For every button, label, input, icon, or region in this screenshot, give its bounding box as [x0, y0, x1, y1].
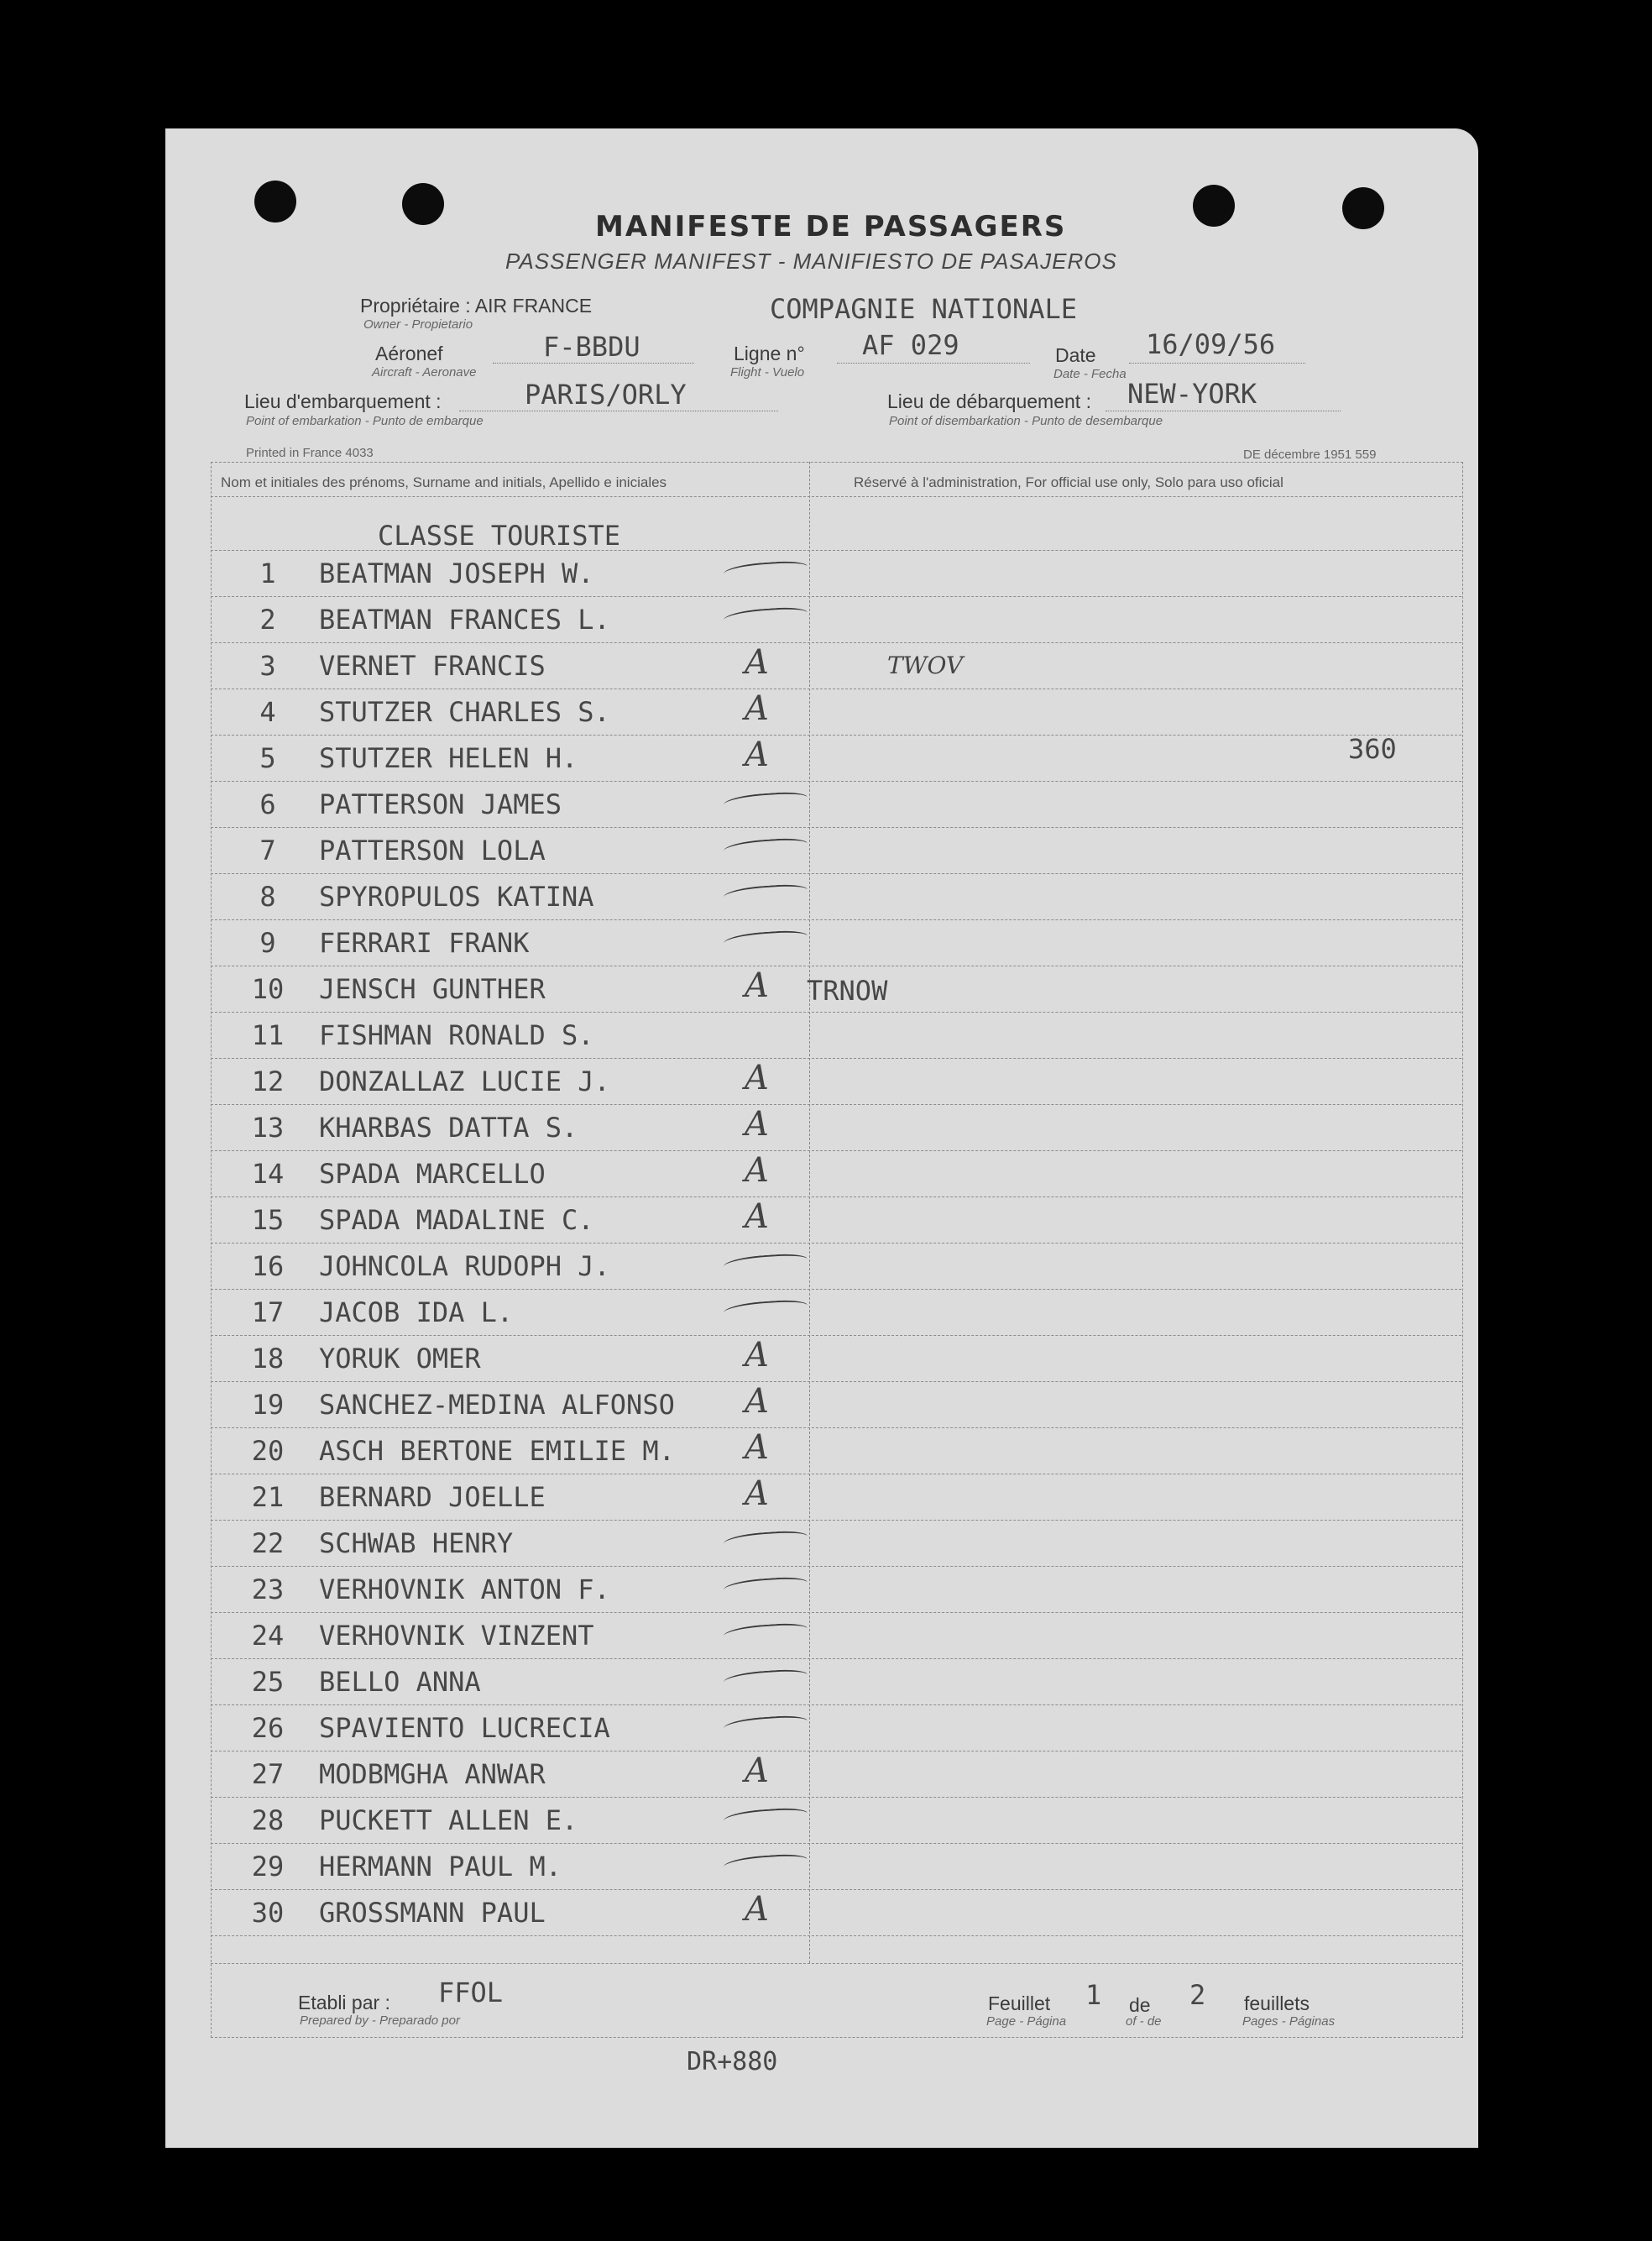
- row-number: 16: [251, 1250, 285, 1282]
- punch-hole: [254, 181, 296, 223]
- row-number: 27: [251, 1758, 285, 1790]
- disembark-sublabel: Point of disembarkation - Punto de desembarque: [889, 414, 1163, 428]
- row-number: 23: [251, 1573, 285, 1605]
- check-tick-mark: [723, 1715, 808, 1737]
- handwritten-mark: A: [745, 1890, 769, 1929]
- handwritten-mark: A: [745, 1751, 769, 1790]
- row-number: 19: [251, 1389, 285, 1421]
- row-number: 28: [251, 1804, 285, 1836]
- passenger-name: BEATMAN JOSEPH W.: [319, 558, 594, 589]
- table-row: [165, 966, 1478, 1013]
- row-number: 6: [259, 788, 276, 820]
- aircraft-value: F-BBDU: [543, 331, 640, 363]
- row-number: 13: [251, 1112, 285, 1144]
- table-row: [165, 828, 1478, 874]
- aircraft-label: Aéronef: [375, 343, 443, 364]
- row-rule: [211, 1935, 1461, 1936]
- owner-sublabel: Owner - Propietario: [363, 317, 473, 332]
- passenger-name: SPAVIENTO LUCRECIA: [319, 1712, 610, 1744]
- passenger-name: ASCH BERTONE EMILIE M.: [319, 1435, 675, 1467]
- table-row: [165, 1336, 1478, 1382]
- official-note: TWOV: [887, 652, 964, 679]
- flight-value: AF 029: [862, 329, 959, 361]
- disembark-value: NEW-YORK: [1127, 378, 1257, 410]
- footer-divider: [211, 1963, 1461, 1964]
- table-row: [165, 1105, 1478, 1151]
- check-tick-mark: [723, 560, 808, 583]
- page-title: MANIFESTE DE PASSAGERS: [595, 210, 1067, 243]
- official-note: TRNOW: [807, 975, 888, 1007]
- row-number: 29: [251, 1851, 285, 1882]
- table-row: [165, 1059, 1478, 1105]
- of-sublabel: of - de: [1126, 2014, 1162, 2029]
- passenger-name: HERMANN PAUL M.: [319, 1851, 562, 1882]
- official-number: 360: [1348, 733, 1397, 765]
- table-row: [165, 1244, 1478, 1290]
- flight-label: Ligne n°: [734, 343, 805, 364]
- embark-label: Lieu d'embarquement :: [244, 390, 442, 412]
- row-number: 1: [259, 558, 276, 589]
- passenger-name: YORUK OMER: [319, 1343, 481, 1374]
- check-tick-mark: [723, 606, 808, 629]
- row-number: 9: [259, 927, 276, 959]
- total-sheets-value: 2: [1189, 1979, 1206, 2011]
- passenger-name: BEATMAN FRANCES L.: [319, 604, 610, 636]
- embark-value: PARIS/ORLY: [525, 379, 687, 411]
- check-tick-mark: [723, 837, 808, 860]
- passenger-name: SCHWAB HENRY: [319, 1527, 514, 1559]
- table-row: [165, 920, 1478, 966]
- prepared-sublabel: Prepared by - Preparado por: [300, 2013, 460, 2028]
- passenger-name: SANCHEZ-MEDINA ALFONSO: [319, 1389, 675, 1421]
- table-row: [165, 1567, 1478, 1613]
- passenger-name: PATTERSON JAMES: [319, 788, 562, 820]
- table-row: [165, 1290, 1478, 1336]
- left-column-header: Nom et initiales des prénoms, Surname and initials, Apellido e iniciales: [221, 474, 667, 490]
- flight-sublabel: Flight - Vuelo: [730, 365, 805, 380]
- embark-sublabel: Point of embarkation - Punto de embarque: [246, 414, 484, 428]
- right-column-header: Réservé à l'administration, For official use only, Solo para uso oficial: [854, 474, 1283, 490]
- check-tick-mark: [723, 791, 808, 814]
- passenger-name: BERNARD JOELLE: [319, 1481, 546, 1513]
- row-number: 10: [251, 973, 285, 1005]
- handwritten-mark: A: [745, 736, 769, 774]
- handwritten-mark: A: [745, 1474, 769, 1513]
- passenger-name: KHARBAS DATTA S.: [319, 1112, 578, 1144]
- row-number: 22: [251, 1527, 285, 1559]
- passenger-name: PUCKETT ALLEN E.: [319, 1804, 578, 1836]
- passenger-name: VERHOVNIK ANTON F.: [319, 1573, 610, 1605]
- passenger-name: SPADA MADALINE C.: [319, 1204, 594, 1236]
- date-label: Date: [1055, 344, 1096, 366]
- table-row: [165, 1659, 1478, 1705]
- passenger-name: JACOB IDA L.: [319, 1296, 514, 1328]
- handwritten-mark: A: [745, 1428, 769, 1467]
- handwritten-mark: A: [745, 1336, 769, 1374]
- passenger-name: FERRARI FRANK: [319, 927, 530, 959]
- row-number: 2: [259, 604, 276, 636]
- passenger-name: DONZALLAZ LUCIE J.: [319, 1066, 610, 1097]
- printed-note: Printed in France 4033: [246, 446, 374, 460]
- row-number: 26: [251, 1712, 285, 1744]
- prepared-value: FFOL: [438, 1977, 504, 2008]
- handwritten-mark: A: [745, 1105, 769, 1144]
- passenger-name: STUTZER HELEN H.: [319, 742, 578, 774]
- sheets-label: feuillets: [1244, 1992, 1310, 2014]
- passenger-name: STUTZER CHARLES S.: [319, 696, 610, 728]
- table-row: [165, 643, 1478, 689]
- check-tick-mark: [723, 929, 808, 952]
- sheet-value: 1: [1085, 1979, 1102, 2011]
- handwritten-mark: A: [745, 966, 769, 1005]
- passenger-name: GROSSMANN PAUL: [319, 1897, 546, 1929]
- date-underline: [1129, 363, 1305, 364]
- punch-hole: [1193, 185, 1235, 227]
- passenger-name: JOHNCOLA RUDOPH J.: [319, 1250, 610, 1282]
- table-row: [165, 1521, 1478, 1567]
- row-number: 20: [251, 1435, 285, 1467]
- row-number: 8: [259, 881, 276, 913]
- sheet-label: Feuillet: [988, 1992, 1051, 2014]
- owner-label: Propriétaire : AIR FRANCE: [360, 295, 593, 317]
- check-tick-mark: [723, 1853, 808, 1876]
- passenger-name: PATTERSON LOLA: [319, 835, 546, 867]
- row-number: 14: [251, 1158, 285, 1190]
- table-row: [165, 874, 1478, 920]
- decree-note: DE décembre 1951 559: [1243, 448, 1377, 462]
- row-number: 3: [259, 650, 276, 682]
- row-number: 25: [251, 1666, 285, 1698]
- handwritten-mark: A: [745, 1197, 769, 1236]
- row-number: 5: [259, 742, 276, 774]
- aircraft-underline: [493, 363, 694, 364]
- table-row: [165, 1428, 1478, 1474]
- passenger-name: SPYROPULOS KATINA: [319, 881, 594, 913]
- passenger-name: FISHMAN RONALD S.: [319, 1019, 594, 1051]
- table-row: [165, 1798, 1478, 1844]
- check-tick-mark: [723, 1253, 808, 1275]
- check-tick-mark: [723, 1299, 808, 1322]
- handwritten-mark: A: [745, 1382, 769, 1421]
- row-number: 24: [251, 1620, 285, 1652]
- passenger-name: VERHOVNIK VINZENT: [319, 1620, 594, 1652]
- table-row: [165, 782, 1478, 828]
- handwritten-mark: A: [745, 643, 769, 682]
- passenger-name: BELLO ANNA: [319, 1666, 481, 1698]
- check-tick-mark: [723, 1807, 808, 1830]
- table-row: [165, 689, 1478, 736]
- check-tick-mark: [723, 1530, 808, 1552]
- passenger-name: SPADA MARCELLO: [319, 1158, 546, 1190]
- table-row: [165, 1382, 1478, 1428]
- row-number: 12: [251, 1066, 285, 1097]
- handwritten-mark: A: [745, 1151, 769, 1190]
- passenger-name: VERNET FRANCIS: [319, 650, 546, 682]
- header-divider: [211, 496, 1461, 497]
- table-row: [165, 1197, 1478, 1244]
- flight-underline: [837, 363, 1030, 364]
- page-subtitle: PASSENGER MANIFEST - MANIFIESTO DE PASAJEROS: [505, 249, 1117, 274]
- table-row: [165, 1613, 1478, 1659]
- check-tick-mark: [723, 1668, 808, 1691]
- table-row: [165, 597, 1478, 643]
- table-row: [165, 1151, 1478, 1197]
- row-number: 15: [251, 1204, 285, 1236]
- handwritten-mark: A: [745, 689, 769, 728]
- document-stamp: DR+880: [687, 2047, 778, 2076]
- table-row: [165, 1890, 1478, 1936]
- manifest-sheet: [165, 128, 1478, 2148]
- table-row: [165, 1705, 1478, 1751]
- table-row: [165, 1844, 1478, 1890]
- punch-hole: [402, 183, 444, 225]
- punch-hole: [1342, 187, 1384, 229]
- table-row: [165, 1751, 1478, 1798]
- row-number: 4: [259, 696, 276, 728]
- disembark-label: Lieu de débarquement :: [887, 390, 1091, 412]
- date-sublabel: Date - Fecha: [1053, 367, 1127, 381]
- table-row: [165, 1474, 1478, 1521]
- sheets-sublabel: Pages - Páginas: [1242, 2014, 1336, 2029]
- table-row: [165, 736, 1478, 782]
- prepared-label: Etabli par :: [298, 1992, 390, 2013]
- row-number: 18: [251, 1343, 285, 1374]
- sheet-sublabel: Page - Página: [986, 2014, 1067, 2029]
- row-number: 17: [251, 1296, 285, 1328]
- owner-value: COMPAGNIE NATIONALE: [770, 293, 1078, 325]
- row-number: 30: [251, 1897, 285, 1929]
- date-value: 16/09/56: [1146, 328, 1276, 360]
- passenger-name: JENSCH GUNTHER: [319, 973, 546, 1005]
- check-tick-mark: [723, 883, 808, 906]
- aircraft-sublabel: Aircraft - Aeronave: [372, 365, 477, 380]
- check-tick-mark: [723, 1622, 808, 1645]
- handwritten-mark: A: [745, 1059, 769, 1097]
- row-number: 11: [251, 1019, 285, 1051]
- table-row: [165, 551, 1478, 597]
- passenger-name: MODBMGHA ANWAR: [319, 1758, 546, 1790]
- row-number: 21: [251, 1481, 285, 1513]
- table-row: [165, 1013, 1478, 1059]
- row-number: 7: [259, 835, 276, 867]
- class-label: CLASSE TOURISTE: [378, 520, 620, 552]
- check-tick-mark: [723, 1576, 808, 1599]
- of-label: de: [1129, 1994, 1151, 2016]
